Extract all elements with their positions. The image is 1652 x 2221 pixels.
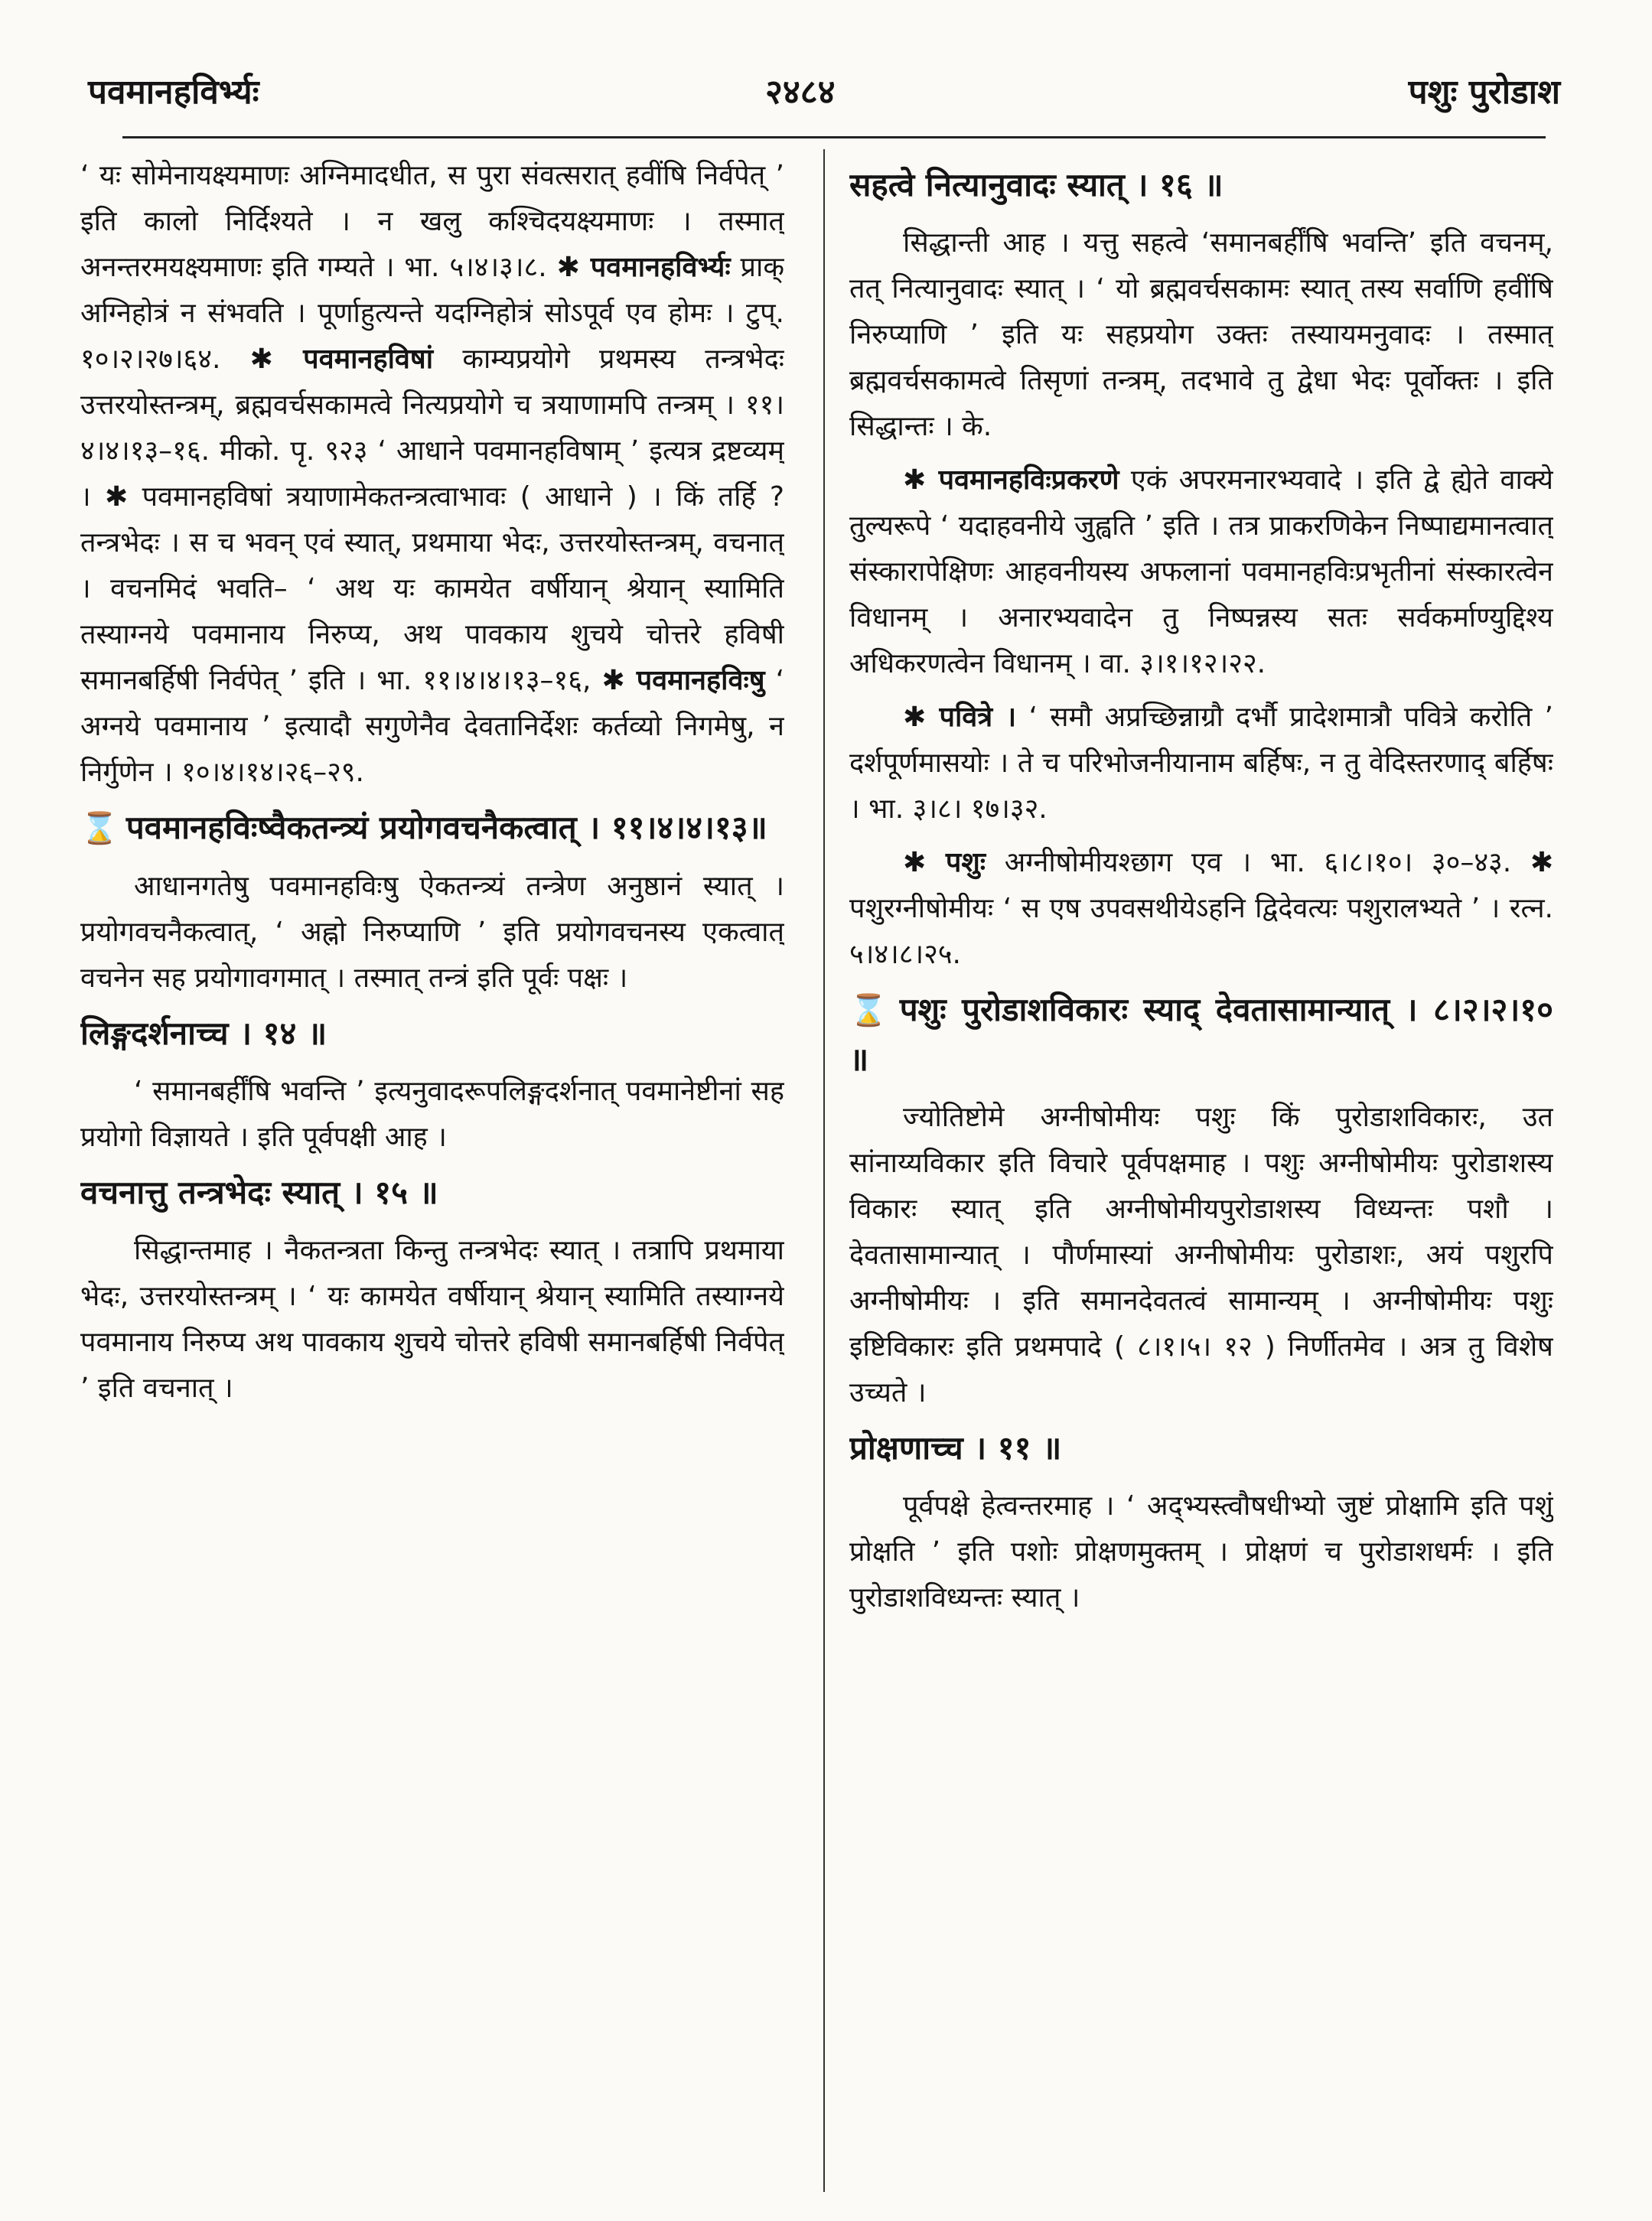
left-column — [80, 153, 784, 2188]
sutra-marker-icon: ⌛ — [849, 993, 892, 1028]
header-rule — [122, 136, 1546, 138]
sutra-heading: प्रोक्षणाच्च । ११ ॥ — [849, 1429, 1062, 1467]
commentary-paragraph: आधानगतेषु पवमानहविःषु ऐकतन्त्र्यं तन्त्रेण अनुष्ठानं स्यात् । प्रयोगवचनैकत्वात्, ‘ अह्नो निरुप्याणि ’ इति प्रयोगवचनस्य एकत्वात् वचनेन सह प्रयोगावगमात् । तस्मात् तन्त्रं इति पूर्वः पक्षः । — [80, 871, 784, 994]
entry-paragraph: ✱ पशुः अग्नीषोमीयश्छाग एव । भा. ६।८।१०। ३०–४३. ✱ पशुरग्नीषोमीयः ‘ स एष उपवसथीयेऽहनि द्विदेवत्यः पशुरालभ्यते ’ । रत्न. ५।४।८।२५. — [849, 847, 1553, 970]
entry-headword: ✱ पवमानहविःषु — [601, 665, 765, 696]
sutra-heading: ⌛ पशुः पुरोडाशविकारः स्याद् देवतासामान्यात् । ८।२।२।१० ॥ — [849, 991, 1553, 1078]
entry-paragraph: ✱ पवित्रे । ‘ समौ अप्रच्छिन्नाग्रौ दर्भौ प्रादेशमात्रौ पवित्रे करोति ’ दर्शपूर्णमासयोः । ते च परिभोजनीयानाम बर्हिषः, न तु वेदिस्तरणाद् बर्हिषः । भा. ३।८। १७।३२. — [849, 702, 1553, 825]
sutra-marker-icon: ⌛ — [80, 811, 119, 846]
entry-paragraph: ✱ पवमानहविःप्रकरणे एकं अपरमनारभ्यवादे । इति द्वे ह्येते वाक्ये तुल्यरूपे ‘ यदाहवनीये जुह्वति ’ इति । तत्र प्राकरणिकेन निष्पाद्यमानत्वात् संस्कारापेक्षिणः आहवनीयस्य अफलानां पवमानहविःप्रभृतीनां संस्कारत्वेन विधानम् । अनारभ्यवादेन तु निष्पन्नस्य सतः सर्वकर्माण्युद्दिश्य अधिकरणत्वेन विधानम् । वा. ३।१।१२।२२. — [849, 464, 1553, 679]
commentary-paragraph: सिद्धान्ती आह । यत्तु सहत्वे ‘समानबर्हींषि भवन्ति’ इति वचनम्, तत् नित्यानुवादः स्यात् । ‘ यो ब्रह्मवर्चसकामः स्यात् तस्य सर्वाणि हवींषि निरुप्याणि ’ इति यः सहप्रयोग उक्तः तस्यायमनुवादः । तस्मात् ब्रह्मवर्चसकामत्वे तिसृणां तन्त्रम्, तदभावे तु द्वेधा भेदः पूर्वोक्तः । इति सिद्धान्तः । के. — [849, 227, 1553, 442]
page-header — [0, 0, 1652, 145]
entry-paragraph: ‘ यः सोमेनायक्ष्यमाणः अग्निमादधीत, स पुरा संवत्सरात् हवींषि निर्वपेत् ’ इति कालो निर्दिश्यते । न खलु कश्चिदयक्ष्यमाणः । तस्मात् अनन्तरमयक्ष्यमाणः इति गम्यते । भा. ५।४।३।८. ✱ पवमानहविर्भ्यः प्राक् अग्निहोत्रं न संभवति । पूर्णाहुत्यन्ते यदग्निहोत्रं सोऽपूर्व एव होमः । टुप्. १०।२।२७।६४. ✱ पवमानहविषां काम्यप्रयोगे प्रथमस्य तन्त्रभेदः उत्तरयोस्तन्त्रम्, ब्रह्मवर्चसकामत्वे नित्यप्रयोगे च त्रयाणामपि तन्त्रम् । ११। ४।४।१३–१६. मीको. पृ. ९२३ ‘ आधाने पवमानहविषाम् ’ इत्यत्र द्रष्टव्यम् । ✱ पवमानहविषां त्रयाणामेकतन्त्रत्वाभावः ( आधाने ) । किं तर्हि ? तन्त्रभेदः । स च भवन् एवं स्यात्, प्रथमाया भेदः, उत्तरयोस्तन्त्रम्, वचनात् । वचनमिदं भवति– ‘ अथ यः कामयेत वर्षीयान् श्रेयान् स्यामिति तस्याग्नये पवमानाय निरुप्य, अथ पावकाय शुचये चोत्तरे हविषी समानबर्हिषी निर्वपेत् ’ इति । भा. ११।४।४।१३–१६, ✱ पवमानहविःषु ‘ अग्नये पवमानाय ’ इत्यादौ सगुणेनैव देवतानिर्देशः कर्तव्यो निगमेषु, न निर्गुणेन । १०।४।१४।२६–२९. — [80, 160, 784, 788]
commentary-paragraph: ‘ समानबर्हींषि भवन्ति ’ इत्यनुवादरूपलिङ्गदर्शनात् पवमानेष्टीनां सह प्रयोगो विज्ञायते । इति पूर्वपक्षी आह । — [80, 1076, 784, 1153]
entry-headword: ✱ पवमानहविर्भ्यः — [556, 252, 731, 283]
sutra-heading: सहत्वे नित्यानुवादः स्यात् । १६ ॥ — [849, 166, 1224, 204]
entry-headword: ✱ पवमानहविःप्रकरणे — [903, 464, 1119, 496]
running-head-right: पशुः पुरोडाश — [1408, 73, 1560, 112]
sutra-heading: ⌛ पवमानहविःष्वैकतन्त्र्यं प्रयोगवचनैकत्वात् । ११।४।४।१३॥ — [80, 809, 767, 846]
commentary-paragraph: ज्योतिष्टोमे अग्नीषोमीयः पशुः किं पुरोडाशविकारः, उत सांनाय्यविकार इति विचारे पूर्वपक्षमाह । पशुः अग्नीषोमीयः पुरोडाशस्य विकारः स्यात् इति अग्नीषोमीयपुरोडाशस्य विध्यन्तः पशौ । देवतासामान्यात् । पौर्णमास्यां अग्नीषोमीयः पुरोडाशः, अयं पशुरपि अग्नीषोमीयः । इति समानदेवतत्वं सामान्यम् । अग्नीषोमीयः पशुः इष्टिविकारः इति प्रथमपादे ( ८।१।५। १२ ) निर्णीतमेव । अत्र तु विशेष उच्यते । — [849, 1102, 1553, 1408]
sutra-heading: वचनात्तु तन्त्रभेदः स्यात् । १५ ॥ — [80, 1174, 438, 1211]
entry-headword: ✱ पवित्रे । — [903, 702, 1017, 733]
commentary-paragraph: पूर्वपक्षे हेत्वन्तरमाह । ‘ अद्भ्यस्त्वौषधीभ्यो जुष्टं प्रोक्षामि इति पशुं प्रोक्षति ’ इति पशोः प्रोक्षणमुक्तम् । प्रोक्षणं च पुरोडाशधर्मः । इति पुरोडाशविध्यन्तः स्यात् । — [849, 1490, 1553, 1614]
commentary-paragraph: सिद्धान्तमाह । नैकतन्त्रता किन्तु तन्त्रभेदः स्यात् । तत्रापि प्रथमाया भेदः, उत्तरयोस्तन्त्रम् । ‘ यः कामयेत वर्षीयान् श्रेयान् स्यामिति तस्याग्नये पवमानाय निरुप्य अथ पावकाय शुचये चोत्तरे हविषी समानबर्हिषी निर्वपेत् ’ इति वचनात् । — [80, 1235, 784, 1404]
running-head-left: पवमानहविर्भ्यः — [88, 73, 259, 112]
column-divider — [823, 149, 825, 2192]
entry-headword: ✱ पशुः — [903, 847, 986, 878]
sutra-heading: लिङ्गदर्शनाच्च । १४ ॥ — [80, 1014, 327, 1052]
entry-headword: ✱ पवमानहविषां — [249, 344, 434, 375]
right-column — [849, 153, 1553, 2188]
page-number: २४८४ — [765, 73, 836, 112]
